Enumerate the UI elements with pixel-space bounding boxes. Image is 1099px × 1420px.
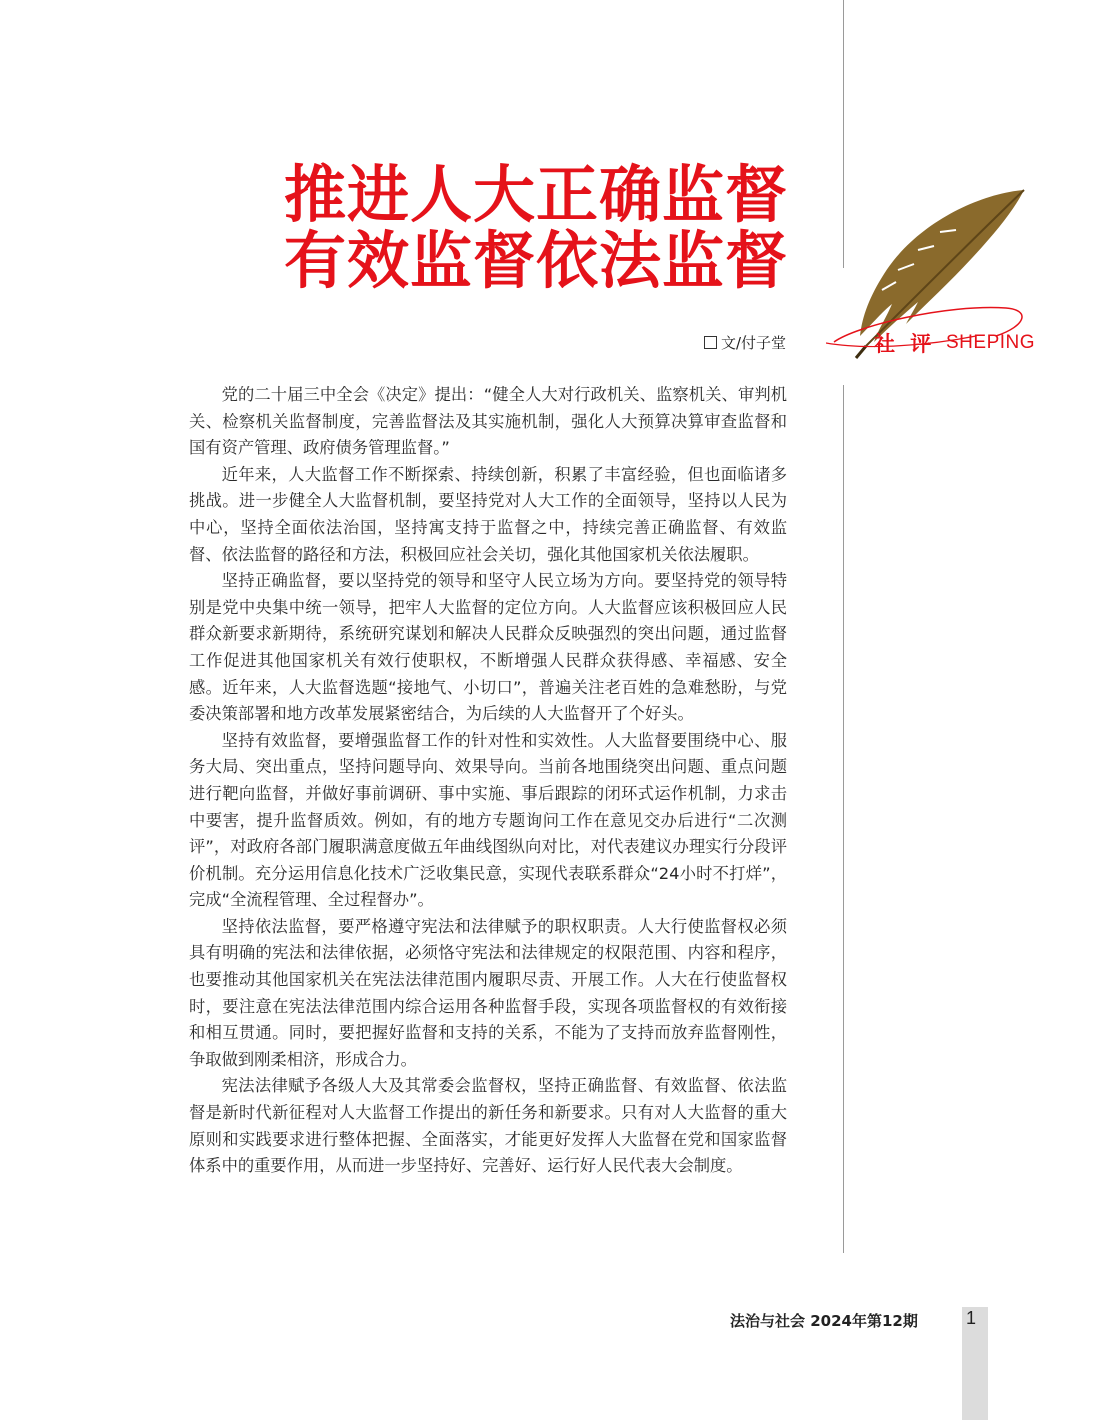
article-title xyxy=(240,158,788,297)
title-line-1: 推进人大正确监督 xyxy=(283,158,788,231)
article-body xyxy=(189,382,787,1180)
paragraph-1: 党的二十届三中全会《决定》提出：“健全人大对行政机关、监察机关、审判机关、检察机关监督制度，完善监督法及其实施机制，强化人大预算决算审查监督和国有资产管理、政府债务管理监督。” xyxy=(189,385,787,458)
paragraph-3: 坚持正确监督，要以坚持党的领导和坚守人民立场为方向。要坚持党的领导特别是党中央集中统一领导，把牢人大监督的定位方向。人大监督应该积极回应人民群众新要求新期待，系统研究谋划和解决人民群众反映强烈的突出问题，通过监督工作促进其他国家机关有效行使职权，不断增强人民群众获得感、幸福感、安全感。近年来，人大监督选题“接地气、小切口”，普遍关注老百姓的急难愁盼，与党委决策部署和地方改革发展紧密结合，为后续的人大监督开了个好头。 xyxy=(189,571,787,724)
section-label-en: SHEPING xyxy=(946,332,1036,353)
square-bullet-icon xyxy=(704,336,717,349)
paragraph-2: 近年来，人大监督工作不断探索、持续创新，积累了丰富经验，但也面临诸多挑战。进一步健全人大监督机制，要坚持党对人大工作的全面领导，坚持以人民为中心，坚持全面依法治国，坚持寓支持于监督之中，持续完善正确监督、有效监督、依法监督的路径和方法，积极回应社会关切，强化其他国家机关依法履职。 xyxy=(189,464,787,564)
column-divider-bottom xyxy=(843,385,844,1253)
author-byline xyxy=(704,332,786,353)
paragraph-5: 坚持依法监督，要严格遵守宪法和法律赋予的职权职责。人大行使监督权必须具有明确的宪法和法律依据，必须恪守宪法和法律规定的权限范围、内容和程序，也要推动其他国家机关在宪法法律范围内履职尽责、开展工作。人大在行使监督权时，要注意在宪法法律范围内综合运用各种监督手段，实现各项监督权的有效衔接和相互贯通。同时，要把握好监督和支持的关系，不能为了支持而放弃监督刚性，争取做到刚柔相济，形成合力。 xyxy=(189,916,787,1069)
page-number: 1 xyxy=(966,1308,977,1328)
section-label-cn: 社 评 xyxy=(874,332,936,356)
paragraph-6: 宪法法律赋予各级人大及其常委会监督权，坚持正确监督、有效监督、依法监督是新时代新征程对人大监督工作提出的新任务和新要求。只有对人大监督的重大原则和实践要求进行整体把握、全面落实，才能更好发挥人大监督在党和国家监督体系中的重要作用，从而进一步坚持好、完善好、运行好人民代表大会制度。 xyxy=(189,1076,787,1176)
title-line-2: 有效监督依法监督 xyxy=(283,224,788,297)
publication-footer: 法治与社会 2024年第12期 xyxy=(730,1312,918,1330)
author-name: 文/付子堂 xyxy=(720,334,786,352)
paragraph-4: 坚持有效监督，要增强监督工作的针对性和实效性。人大监督要围绕中心、服务大局、突出重点，坚持问题导向、效果导向。当前各地围绕突出问题、重点问题进行靶向监督，并做好事前调研、事中实施、事后跟踪的闭环式运作机制，力求击中要害，提升监督质效。例如，有的地方专题询问工作在意见交办后进行“二次测评”，对政府各部门履职满意度做五年曲线图纵向对比，对代表建议办理实行分段评价机制。充分运用信息化技术广泛收集民意，实现代表联系群众“24小时不打烊”，完成“全流程管理、全过程督办”。 xyxy=(189,730,787,910)
